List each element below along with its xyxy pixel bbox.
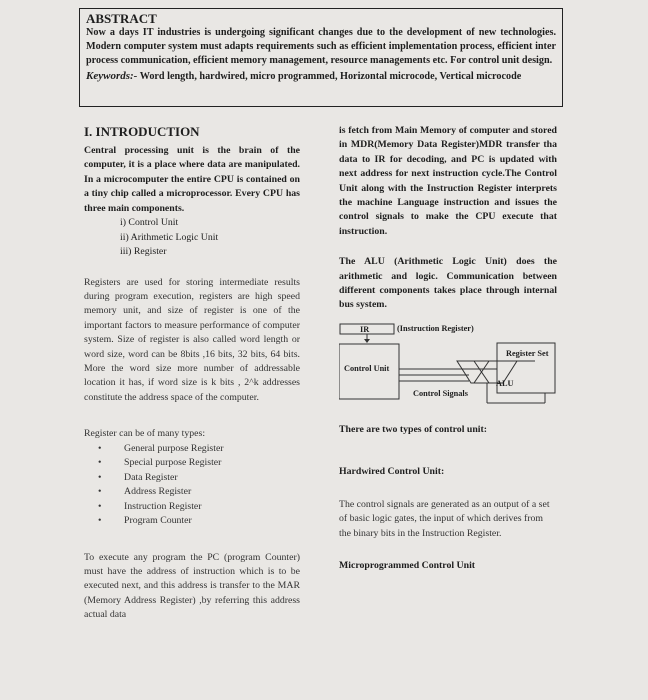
- register-type-label: Program Counter: [124, 515, 192, 527]
- bullet-icon: •: [98, 500, 102, 512]
- register-type-label: Address Register: [124, 486, 192, 498]
- register-type-label: General purpose Register: [124, 442, 224, 454]
- register-type-item: [92, 485, 300, 500]
- program-counter-paragraph: To execute any program the PC (program Counter) must have the address of instruction which is to be executed next, and this address is transfer to the MAR (Memory Address Register) ,by referring this address actual data: [84, 551, 300, 621]
- control-unit-types-heading: There are two types of control unit:: [339, 423, 488, 435]
- register-type-item: [92, 514, 300, 529]
- ir-label: IR: [360, 324, 370, 334]
- register-types-list: [84, 442, 300, 529]
- bullet-icon: •: [98, 457, 102, 469]
- cpu-components-list: [84, 216, 300, 260]
- fetch-paragraph: is fetch from Main Memory of computer and stored in MDR(Memory Data Register)MDR transfer tha data to IR for decoding, and PC is updated with next address for next instruction cycle.The Control Unit along with the Instruction Register interprets the machine Language instruction and issues the control signals to make the CPU execute that instruction.: [339, 125, 557, 237]
- bullet-icon: •: [98, 442, 102, 454]
- register-type-item: [92, 456, 300, 471]
- register-type-label: Instruction Register: [124, 500, 202, 512]
- keywords-label: Keywords:-: [86, 69, 138, 82]
- alu-paragraph: The ALU (Arithmetic Logic Unit) does the arithmetic and logic. Communication between different components takes place through internal bus system.: [339, 256, 557, 311]
- right-column: [339, 124, 557, 573]
- bullet-icon: •: [98, 515, 102, 527]
- component-item: i) Control Unit: [120, 217, 179, 229]
- hardwired-heading: Hardwired Control Unit:: [339, 466, 445, 478]
- registers-paragraph: Registers are used for storing intermediate results during program execution, registers are high speed memory unit, and size of register is one of the important factors to measure performance of computer system. Size of register is also called word length or word size, word can be 8bits ,16 bits, 32 bits, 64 bits. More the word size more number of addressable location it has, if word size is k bits , 2^k addresses constitute the address space of the computer.: [84, 276, 300, 403]
- abstract-heading: ABSTRACT: [86, 11, 157, 26]
- bullet-icon: •: [98, 471, 102, 483]
- register-type-item: [92, 500, 300, 515]
- register-type-label: Data Register: [124, 471, 178, 483]
- hardwired-paragraph: The control signals are generated as an output of a set of basic logic gates, the input of which derives from the binary bits in the Instruction Register.: [339, 498, 550, 539]
- microprogrammed-heading: Microprogrammed Control Unit: [339, 559, 476, 571]
- bullet-icon: •: [98, 486, 102, 498]
- control-unit-label: Control Unit: [344, 363, 390, 373]
- keywords-text: Word length, hardwired, micro programmed, Horizontal microcode, Vertical microcode: [137, 70, 522, 82]
- register-type-label: Special purpose Register: [124, 457, 222, 469]
- abstract-box: [79, 8, 563, 107]
- control-unit-diagram: [339, 323, 559, 409]
- control-signals-label: Control Signals: [413, 388, 468, 398]
- introduction-title: I. INTRODUCTION: [84, 124, 200, 139]
- left-column: [84, 124, 300, 623]
- alu-label: ALU: [496, 378, 514, 388]
- abstract-body: Now a days IT industries is undergoing significant changes due to the development of new technologies. Modern computer system must adapts requirements such as efficient implementation process, efficient inter process communication, efficient memory management, resource managements etc. For control unit design.: [86, 27, 556, 67]
- register-types-heading: Register can be of many types:: [84, 428, 206, 440]
- component-item: ii) Arithmetic Logic Unit: [120, 231, 219, 243]
- register-type-item: [92, 471, 300, 486]
- keywords-line: [86, 69, 556, 84]
- component-item: iii) Register: [120, 246, 167, 258]
- intro-paragraph-cpu: Central processing unit is the brain of the computer, it is a place where data are manipulated. In a microcomputer the entire CPU is contained on a tiny chip called a microprocessor. Every CPU has three main components.: [84, 145, 300, 214]
- register-type-item: [92, 442, 300, 457]
- register-set-label: Register Set: [506, 348, 549, 358]
- ir-caption: (Instruction Register): [397, 323, 474, 333]
